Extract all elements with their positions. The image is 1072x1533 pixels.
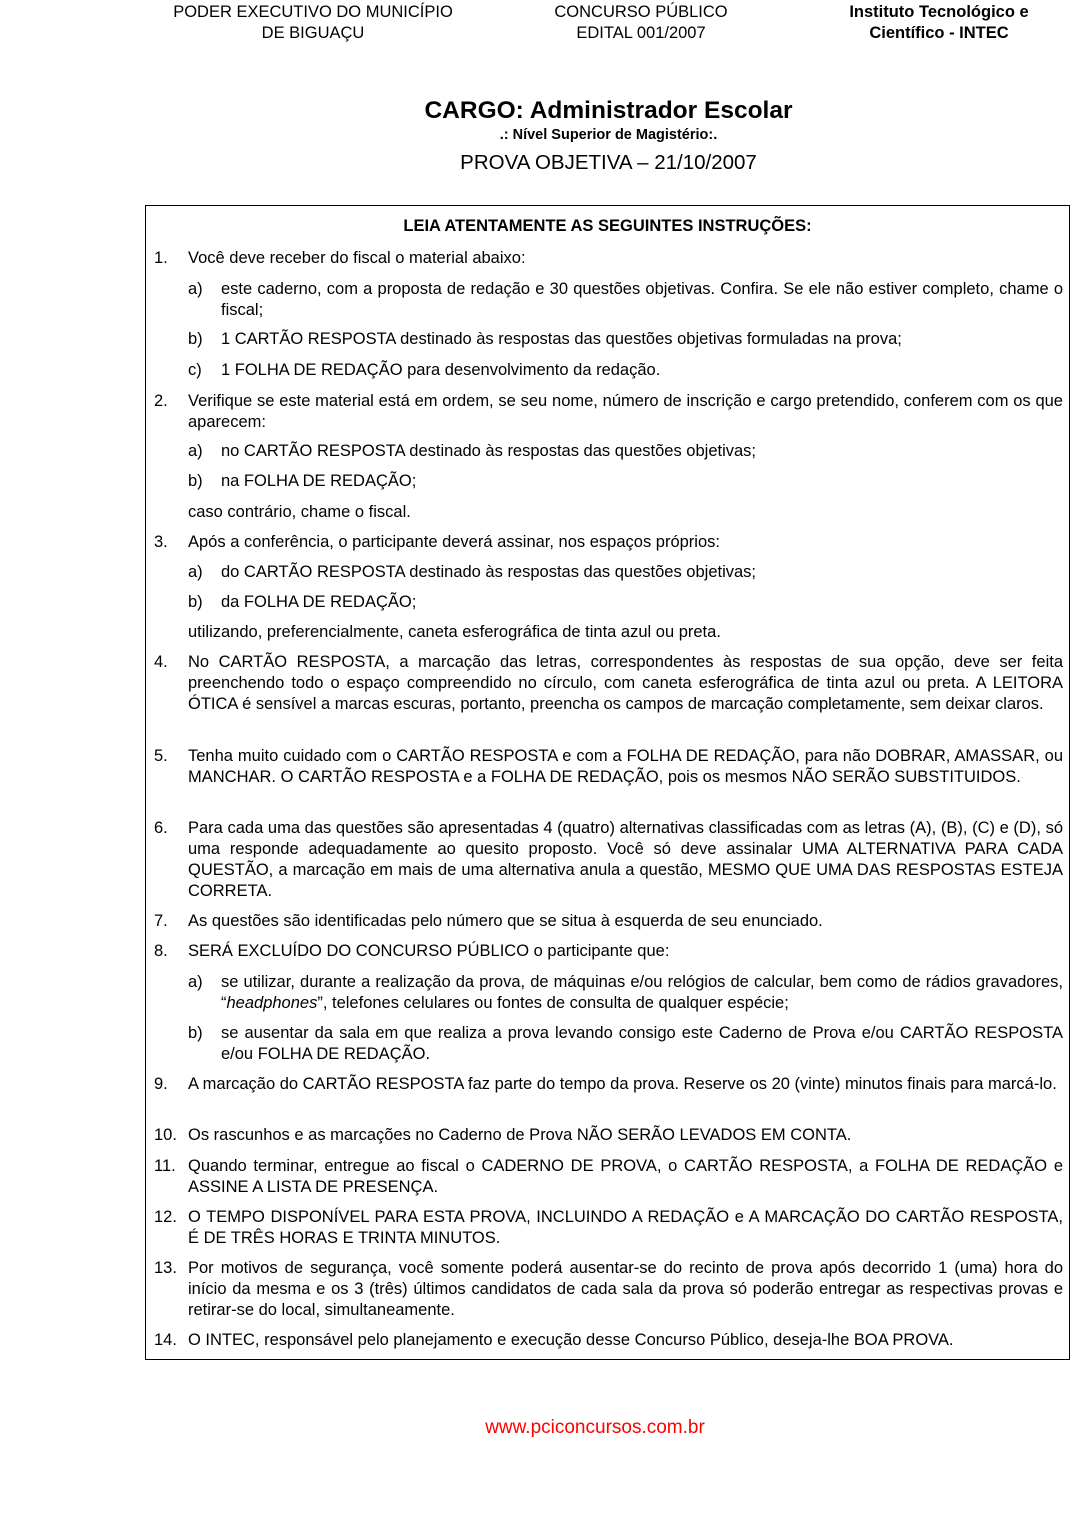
instruction-8a xyxy=(221,972,1063,1014)
header-right-line1: Instituto Tecnológico e xyxy=(849,3,1029,21)
item-number: 1. xyxy=(154,249,168,267)
item-letter: a) xyxy=(188,280,203,298)
prova-date: PROVA OBJETIVA – 21/10/2007 xyxy=(460,151,757,174)
instructions-heading: LEIA ATENTAMENTE AS SEGUINTES INSTRUÇÕES: xyxy=(403,217,812,235)
instruction-12: O TEMPO DISPONÍVEL PARA ESTA PROVA, INCLUINDO A REDAÇÃO e A MARCAÇÃO DO CARTÃO RESPOSTA, É DE TRÊS HORAS E TRINTA MINUTOS. xyxy=(188,1208,1063,1247)
item-letter: a) xyxy=(188,442,203,460)
item-letter: a) xyxy=(188,563,203,581)
instruction-5: Tenha muito cuidado com o CARTÃO RESPOSTA e com a FOLHA DE REDAÇÃO, para não DOBRAR, AMASSAR, ou MANCHAR. O CARTÃO RESPOSTA e a FOLHA DE REDAÇÃO, pois os mesmos NÃO SERÃO SUBSTITUIDOS. xyxy=(188,747,1063,786)
instruction-3b: da FOLHA DE REDAÇÃO; xyxy=(221,593,417,611)
header-municipio xyxy=(148,2,478,44)
instruction-9: A marcação do CARTÃO RESPOSTA faz parte do tempo da prova. Reserve os 20 (vinte) minutos finais para marcá-lo. xyxy=(188,1075,1057,1093)
instruction-7: As questões são identificadas pelo número que se situa à esquerda de seu enunciado. xyxy=(188,912,823,930)
title-block xyxy=(145,96,1072,176)
header-mid-line2: EDITAL 001/2007 xyxy=(576,24,706,42)
item-number: 2. xyxy=(154,392,168,410)
instruction-1a: este caderno, com a proposta de redação e 30 questões objetivas. Confira. Se ele não estiver completo, chame o fiscal; xyxy=(221,280,1063,319)
item-letter: c) xyxy=(188,361,202,379)
item-number: 10. xyxy=(154,1126,177,1144)
item-number: 5. xyxy=(154,747,168,765)
item-letter: b) xyxy=(188,472,203,490)
instruction-3: Após a conferência, o participante deverá assinar, nos espaços próprios: xyxy=(188,533,720,551)
item-number: 9. xyxy=(154,1075,168,1093)
instruction-8a-text: se utilizar, durante a realização da prova, de máquinas e/ou relógios de calcular, bem como de rádios gravadores, “ xyxy=(221,973,1063,1012)
item-number: 8. xyxy=(154,942,168,960)
instruction-8a-text-end: ”, telefones celulares ou fontes de consulta de qualquer espécie; xyxy=(317,994,789,1012)
item-number: 11. xyxy=(154,1157,176,1175)
instruction-8b: se ausentar da sala em que realiza a prova levando consigo este Caderno de Prova e/ou CARTÃO RESPOSTA e/ou FOLHA DE REDAÇÃO. xyxy=(221,1024,1063,1063)
item-number: 6. xyxy=(154,819,168,837)
instruction-2b: na FOLHA DE REDAÇÃO; xyxy=(221,472,417,490)
instruction-8a-emphasis: headphones xyxy=(226,994,318,1012)
header-left-line2: DE BIGUAÇU xyxy=(261,24,365,42)
instruction-1: Você deve receber do fiscal o material abaixo: xyxy=(188,249,526,267)
item-letter: b) xyxy=(188,593,203,611)
instruction-2-note: caso contrário, chame o fiscal. xyxy=(188,503,411,521)
item-number: 3. xyxy=(154,533,168,551)
item-number: 14. xyxy=(154,1331,177,1349)
item-letter: b) xyxy=(188,330,203,348)
nivel-subtitle: .: Nível Superior de Magistério:. xyxy=(499,127,718,143)
item-number: 12. xyxy=(154,1208,177,1226)
instruction-3a: do CARTÃO RESPOSTA destinado às respostas das questões objetivas; xyxy=(221,563,757,581)
footer-url: www.pciconcursos.com.br xyxy=(485,1417,705,1438)
instructions-box xyxy=(145,205,1070,1360)
instruction-14: O INTEC, responsável pelo planejamento e execução desse Concurso Público, deseja-lhe BOA PROVA. xyxy=(188,1331,954,1349)
header-right-line2: Científico - INTEC xyxy=(869,24,1009,42)
instruction-8: SERÁ EXCLUÍDO DO CONCURSO PÚBLICO o participante que: xyxy=(188,942,670,960)
item-number: 13. xyxy=(154,1259,177,1277)
instruction-6: Para cada uma das questões são apresentadas 4 (quatro) alternativas classificadas com as letras (A), (B), (C) e (D), só uma responde adequadamente ao quesito proposto. Você só deve assinalar UMA ALTERNATIVA PARA CADA QUESTÃO, a marcação em mais de uma alternativa anula a questão, MESMO QUE UMA DAS RESPOSTAS ESTEJA CORRETA. xyxy=(188,819,1063,900)
header-left-line1: PODER EXECUTIVO DO MUNICÍPIO xyxy=(173,3,453,21)
header-instituto xyxy=(824,2,1054,44)
instruction-2a: no CARTÃO RESPOSTA destinado às respostas das questões objetivas; xyxy=(221,442,757,460)
instruction-2: Verifique se este material está em ordem, se seu nome, número de inscrição e cargo pretendido, conferem com os que aparecem: xyxy=(188,392,1063,431)
item-letter: b) xyxy=(188,1024,203,1042)
instruction-10: Os rascunhos e as marcações no Caderno de Prova NÃO SERÃO LEVADOS EM CONTA. xyxy=(188,1126,852,1144)
instruction-3-note: utilizando, preferencialmente, caneta esferográfica de tinta azul ou preta. xyxy=(188,623,721,641)
item-number: 7. xyxy=(154,912,168,930)
cargo-title: CARGO: Administrador Escolar xyxy=(424,97,793,124)
header-mid-line1: CONCURSO PÚBLICO xyxy=(554,3,728,21)
item-number: 4. xyxy=(154,653,168,671)
header-concurso xyxy=(520,2,762,44)
instruction-1b: 1 CARTÃO RESPOSTA destinado às respostas das questões objetivas formuladas na prova; xyxy=(221,330,902,348)
instruction-13: Por motivos de segurança, você somente poderá ausentar-se do recinto de prova após decorrido 1 (uma) hora do início da mesma e os 3 (três) últimos candidatos de cada sala da prova só poderão entregar as respectivas provas e retirar-se do local, simultaneamente. xyxy=(188,1259,1063,1319)
instruction-11: Quando terminar, entregue ao fiscal o CADERNO DE PROVA, o CARTÃO RESPOSTA, a FOLHA DE REDAÇÃO e ASSINE A LISTA DE PRESENÇA. xyxy=(188,1157,1063,1196)
instruction-4: No CARTÃO RESPOSTA, a marcação das letras, correspondentes às respostas de sua opção, deve ser feita preenchendo todo o espaço compreendido no círculo, com caneta esferográfica de tinta azul ou preta. A LEITORA ÓTICA é sensível a marcas escuras, portanto, preencha os campos de marcação completamente, sem deixar claros. xyxy=(188,653,1063,713)
instruction-1c: 1 FOLHA DE REDAÇÃO para desenvolvimento da redação. xyxy=(221,361,661,379)
item-letter: a) xyxy=(188,973,203,991)
